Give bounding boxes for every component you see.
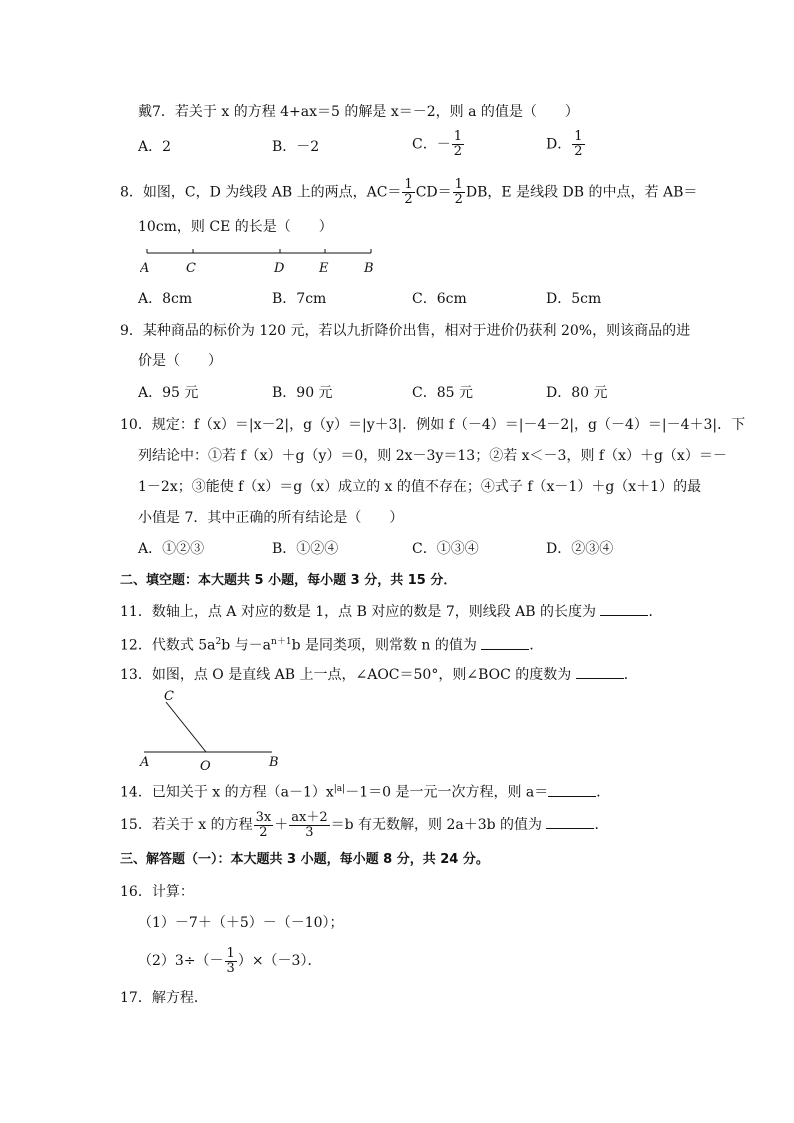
label-c: C — [186, 261, 196, 276]
question-12 — [120, 632, 543, 656]
q12-text-a: 12．代数式 5a — [120, 637, 216, 654]
q9-option-a: A．95 元 — [138, 385, 199, 401]
q15-text-b: ＝b 有无数解，则 2a＋3b 的值为 — [330, 817, 543, 833]
period: ． — [623, 667, 638, 683]
q7-option-c-label: C．－ — [412, 136, 451, 153]
q8-text-c: DB，E 是线段 DB 的中点，若 AB＝ — [465, 184, 698, 201]
fraction-numerator: 1 — [574, 129, 583, 144]
q8-option-c: C．6cm — [412, 291, 467, 307]
fraction-denominator: 2 — [259, 824, 268, 840]
question-11 — [120, 601, 662, 622]
question-10-line4: 小值是 7．其中正确的所有结论是（ ） — [138, 510, 404, 526]
fraction-numerator: 1 — [454, 177, 463, 192]
label-a: A — [140, 755, 150, 770]
q16-2-fraction — [225, 947, 237, 976]
q12-text-b: b 与－a — [221, 637, 272, 654]
fraction-numerator: ax＋2 — [291, 809, 328, 825]
question-16-part-2 — [138, 944, 321, 978]
fraction-numerator: 1 — [226, 945, 235, 961]
period: ． — [648, 604, 663, 620]
fraction-denominator: 3 — [305, 824, 314, 840]
question-17: 17．解方程． — [120, 990, 208, 1006]
question-8-line1 — [120, 178, 697, 207]
q10-option-d: D．②③④ — [546, 541, 614, 557]
ray-oc — [166, 702, 206, 752]
period: ． — [596, 784, 611, 801]
q8-fraction-1 — [402, 178, 414, 207]
q7-option-b: B．－2 — [272, 139, 320, 155]
q15-fraction-1 — [254, 811, 274, 840]
answer-blank — [481, 635, 529, 650]
q7-option-c-fraction — [452, 130, 464, 159]
question-10-line3: 1－2x；③能使 f（x）＝g（x）成立的 x 的值不存在；④式子 f（x－1）＋g（x＋1）的最 — [138, 479, 702, 495]
q16-2-text-b: ）×（－3）． — [237, 953, 322, 969]
q7-option-c — [412, 130, 465, 159]
q14-text-a: 14．已知关于 x 的方程（a－1）x — [120, 784, 334, 801]
q8-segment-diagram — [140, 244, 380, 280]
fraction-denominator: 2 — [404, 192, 413, 207]
question-16: 16．计算： — [120, 884, 194, 900]
q10-option-b: B．①②④ — [272, 541, 339, 557]
q14-exponent: |a| — [333, 784, 346, 794]
label-c: C — [164, 689, 174, 704]
q7-option-a: A．2 — [138, 139, 172, 155]
q13-text: 13．如图，点 O 是直线 AB 上一点，∠AOC＝50°，则∠BOC 的度数为 — [120, 667, 572, 683]
label-a: A — [140, 261, 150, 276]
answer-blank — [600, 601, 648, 616]
q7-option-d-fraction — [572, 130, 584, 159]
question-9-line2: 价是（ ） — [138, 353, 222, 369]
label-e: E — [319, 261, 329, 276]
question-16-part-1: （1）－7＋（＋5）－（－10）； — [138, 915, 344, 931]
q9-option-c: C．85 元 — [412, 385, 473, 401]
question-14 — [120, 779, 610, 803]
question-8-line2: 10cm，则 CE 的长是（ ） — [138, 219, 333, 235]
q7-option-d — [546, 130, 586, 159]
answer-blank — [576, 664, 624, 679]
label-b: B — [269, 755, 279, 770]
q10-option-a: A．①②③ — [138, 541, 205, 557]
q7-option-d-label: D． — [546, 136, 572, 153]
label-b: B — [364, 261, 374, 276]
question-15 — [120, 808, 608, 842]
q11-text: 11．数轴上，点 A 对应的数是 1，点 B 对应的数是 7，则线段 AB 的长度为 — [120, 604, 597, 620]
fraction-numerator: 1 — [453, 129, 462, 144]
section-3-heading: 三、解答题（一）：本大题共 3 小题，每小题 8 分，共 24 分。 — [120, 852, 489, 867]
q16-2-text-a: （2）3÷（－ — [138, 953, 224, 969]
question-10-line1: 10．规定：f（x）＝|x－2|，g（y）＝|y＋3|．例如 f（－4）＝|－4－2|，g（－4）＝|－4＋3|．下 — [120, 417, 746, 433]
section-2-heading: 二、填空题：本大题共 5 小题，每小题 3 分，共 15 分． — [120, 573, 457, 588]
q14-text-b: －1＝0 是一元一次方程，则 a＝ — [345, 784, 549, 801]
label-d: D — [274, 261, 285, 276]
label-o: O — [200, 759, 211, 772]
q9-option-d: D．80 元 — [546, 385, 608, 401]
answer-blank — [548, 782, 596, 797]
fraction-denominator: 2 — [454, 192, 463, 207]
q12-exponent-1: 2 — [215, 637, 222, 647]
q10-option-c: C．①③④ — [412, 541, 479, 557]
question-10-line2: 列结论中：①若 f（x）＋g（y）＝0，则 2x－3y＝13；②若 x＜－3，则 f（x）＋g（x）＝－ — [138, 448, 727, 464]
q8-fraction-2 — [453, 178, 465, 207]
fraction-denominator: 2 — [574, 144, 583, 159]
question-13 — [120, 664, 638, 685]
q15-fraction-2 — [289, 811, 329, 840]
q12-text-c: b 是同类项，则常数 n 的值为 — [291, 637, 477, 654]
q15-text-a: 15．若关于 x 的方程 — [120, 817, 253, 833]
fraction-denominator: 2 — [453, 144, 462, 159]
period: ． — [529, 637, 544, 654]
fraction-denominator: 3 — [226, 960, 235, 976]
fraction-numerator: 3x — [255, 809, 272, 825]
q8-text-b: CD＝ — [415, 184, 452, 201]
q9-option-b: B．90 元 — [272, 385, 333, 401]
q15-plus: ＋ — [274, 817, 289, 833]
q12-exponent-2: n＋1 — [271, 637, 292, 647]
q8-option-b: B．7cm — [272, 291, 327, 307]
q13-angle-diagram — [136, 688, 286, 772]
q8-option-a: A．8cm — [138, 291, 193, 307]
period: ． — [594, 817, 609, 833]
answer-blank — [546, 814, 594, 829]
question-7: 戴7．若关于 x 的方程 4+ax＝5 的解是 x＝－2，则 a 的值是（ ） — [138, 104, 579, 120]
fraction-numerator: 1 — [404, 177, 413, 192]
q8-option-d: D．5cm — [546, 291, 602, 307]
q8-text-a: 8．如图，C，D 为线段 AB 上的两点，AC＝ — [120, 184, 402, 201]
question-9-line1: 9．某种商品的标价为 120 元，若以九折降价出售，相对于进价仍获利 20%，则该商品的进 — [120, 323, 691, 339]
